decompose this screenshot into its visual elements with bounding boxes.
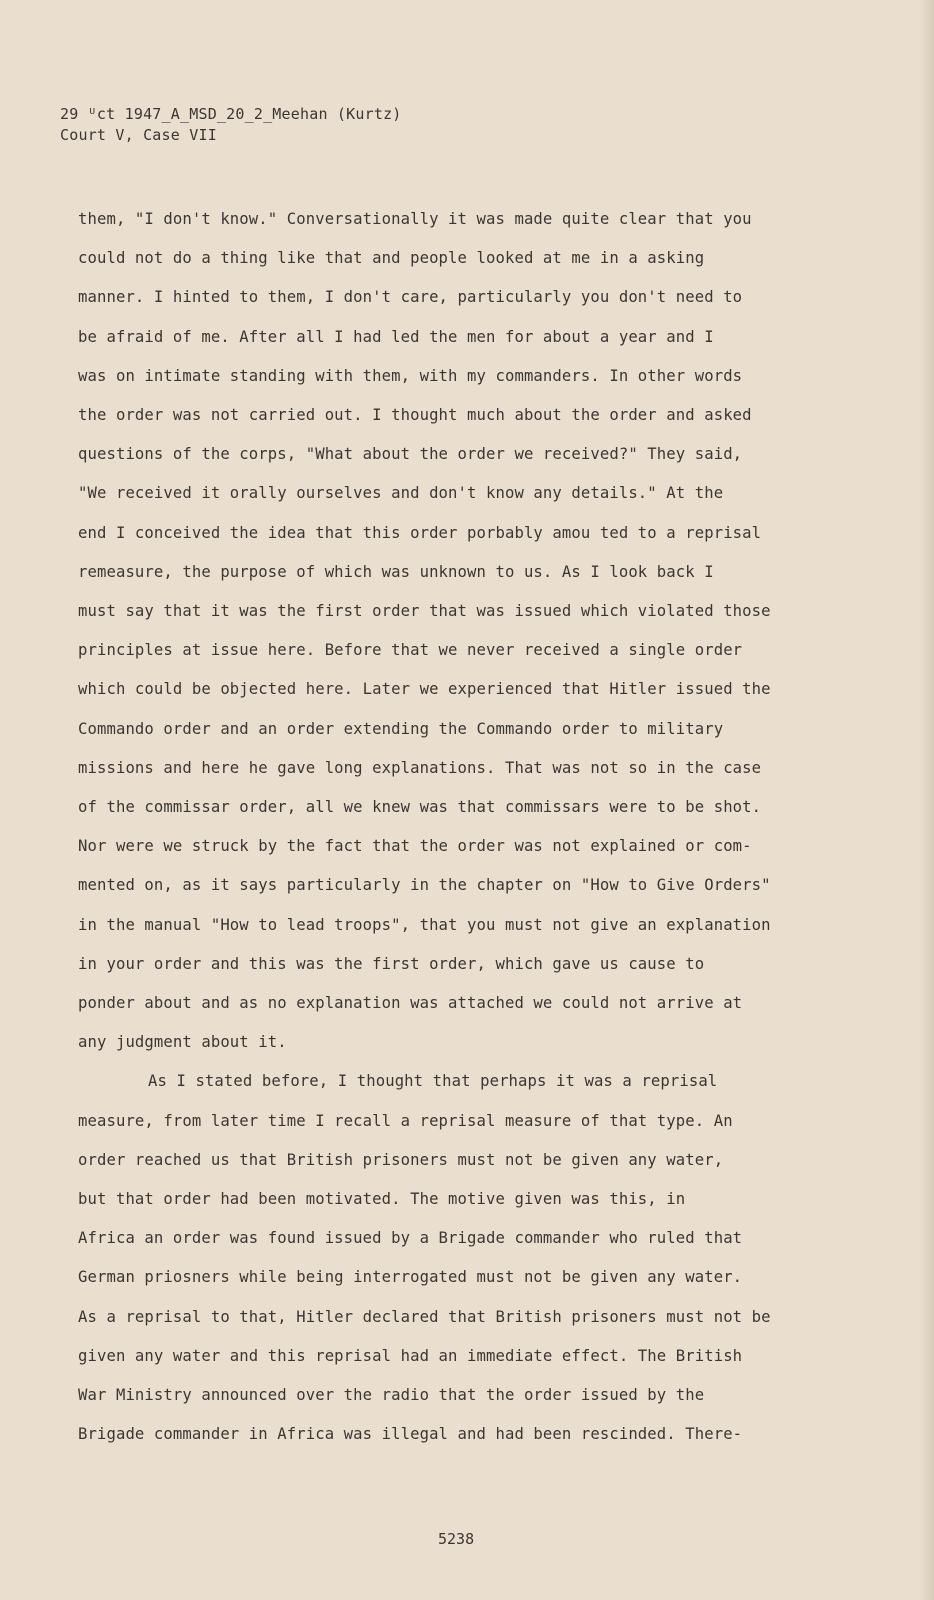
text-line: ponder about and as no explanation was attached we could not arrive at <box>78 994 743 1013</box>
text-line-paragraph-start: As I stated before, I thought that perhaps it was a reprisal <box>148 1072 718 1091</box>
text-line: German priosners while being interrogated must not be given any water. <box>78 1268 743 1287</box>
text-line: must say that it was the first order that was issued which violated those <box>78 602 771 621</box>
text-line: in the manual "How to lead troops", that you must not give an explanation <box>78 915 771 934</box>
text-line: questions of the corps, "What about the order we received?" They said, <box>78 445 743 464</box>
text-line: mented on, as it says particularly in the chapter on "How to Give Orders" <box>78 876 771 895</box>
text-line: "We received it orally ourselves and don't know any details." At the <box>78 484 724 503</box>
text-line: order reached us that British prisoners must not be given any water, <box>78 1150 724 1169</box>
text-line: missions and here he gave long explanations. That was not so in the case <box>78 758 762 777</box>
transcript-body <box>78 200 838 1455</box>
text-line: Commando order and an order extending the Commando order to military <box>78 719 724 738</box>
text-line: which could be objected here. Later we experienced that Hitler issued the <box>78 680 771 699</box>
text-line: was on intimate standing with them, with my commanders. In other words <box>78 366 743 385</box>
header-line-court-case: Court V, Case VII <box>60 126 217 144</box>
text-line: measure, from later time I recall a reprisal measure of that type. An <box>78 1111 733 1130</box>
text-line: remeasure, the purpose of which was unknown to us. As I look back I <box>78 562 714 581</box>
text-line: principles at issue here. Before that we never received a single order <box>78 641 743 660</box>
text-line: be afraid of me. After all I had led the men for about a year and I <box>78 327 714 346</box>
text-line: end I conceived the idea that this order porbably amou ted to a reprisal <box>78 523 762 542</box>
document-header <box>60 104 402 146</box>
text-line: Africa an order was found issued by a Brigade commander who ruled that <box>78 1229 743 1248</box>
text-line: Nor were we struck by the fact that the order was not explained or com- <box>78 837 752 856</box>
text-line: any judgment about it. <box>78 1033 287 1052</box>
text-line: As a reprisal to that, Hitler declared that British prisoners must not be <box>78 1307 771 1326</box>
text-line: but that order had been motivated. The motive given was this, in <box>78 1190 686 1209</box>
text-line: them, "I don't know." Conversationally it was made quite clear that you <box>78 210 752 228</box>
text-line: the order was not carried out. I thought much about the order and asked <box>78 406 752 425</box>
text-line: in your order and this was the first order, which gave us cause to <box>78 954 705 973</box>
page-number: 5238 <box>438 1530 475 1548</box>
text-line: of the commissar order, all we knew was that commissars were to be shot. <box>78 798 762 817</box>
text-line: Brigade commander in Africa was illegal and had been rescinded. There- <box>78 1425 743 1444</box>
page-edge-shadow <box>920 0 934 1600</box>
header-line-date-reference: 29 ᵁct 1947_A_MSD_20_2_Meehan (Kurtz) <box>60 105 402 123</box>
text-line: War Ministry announced over the radio that the order issued by the <box>78 1386 705 1405</box>
text-line: given any water and this reprisal had an immediate effect. The British <box>78 1346 743 1365</box>
text-line: manner. I hinted to them, I don't care, particularly you don't need to <box>78 288 743 307</box>
text-line: could not do a thing like that and people looked at me in a asking <box>78 249 705 268</box>
